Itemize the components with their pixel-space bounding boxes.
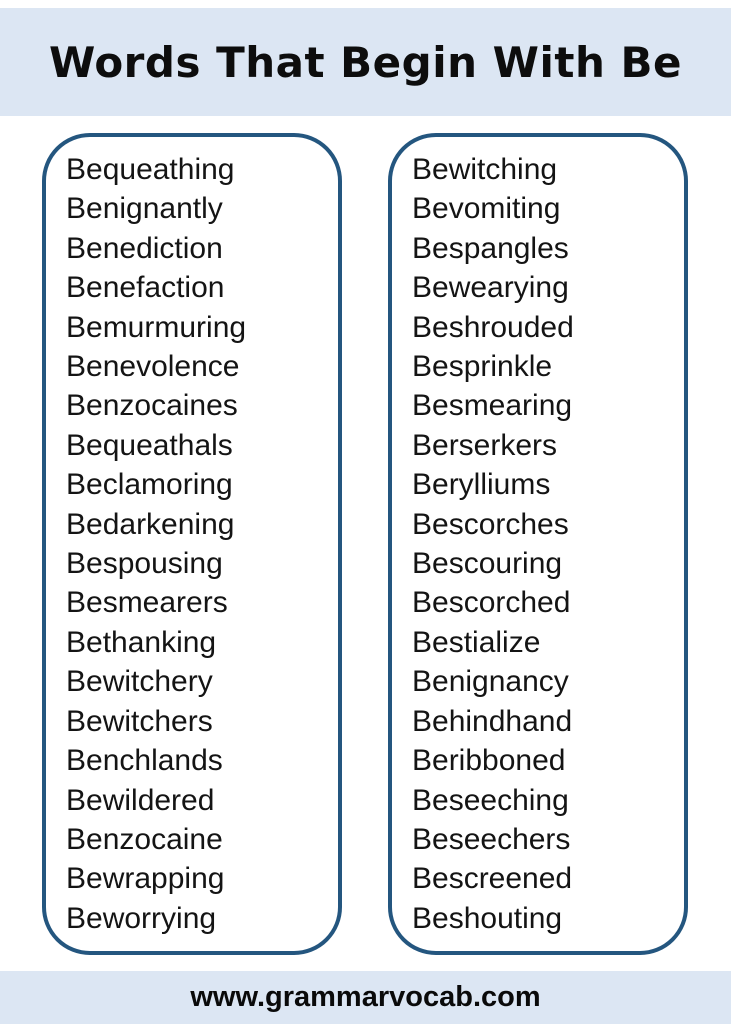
word-list-box-left: [42, 133, 342, 955]
footer-band: [0, 971, 731, 1024]
word-item: Bespousing: [66, 547, 223, 581]
word-item: Beworrying: [66, 901, 217, 935]
word-item: Benevolence: [66, 350, 240, 384]
word-item: Beribboned: [412, 744, 566, 778]
word-item: Bequeathals: [66, 428, 233, 462]
word-item: Bespangles: [412, 231, 569, 265]
word-item: Behindhand: [412, 704, 573, 738]
word-item: Bescorched: [412, 586, 571, 620]
word-item: Bewrapping: [66, 862, 225, 896]
word-item: Bedarkening: [66, 507, 235, 541]
word-item: Benefaction: [66, 271, 225, 305]
word-item: Bescorches: [412, 507, 569, 541]
word-item: Bescouring: [412, 547, 563, 581]
word-item: Benzocaine: [66, 822, 223, 856]
word-item: Bestialize: [412, 625, 541, 659]
word-item: Berylliums: [412, 468, 551, 502]
word-item: Benignantly: [66, 192, 223, 226]
word-item: Bewitching: [412, 153, 558, 186]
word-item: Bemurmuring: [66, 310, 247, 344]
page-title: Words That Begin With Be: [49, 37, 682, 87]
word-item: Beseeching: [412, 783, 569, 817]
word-item: Bevomiting: [412, 192, 561, 226]
word-list-box-right: [388, 133, 688, 955]
word-item: Beshouting: [412, 901, 563, 935]
word-item: Berserkers: [412, 428, 558, 462]
word-item: Bewitchers: [66, 704, 213, 738]
word-item: Besmearers: [66, 586, 228, 620]
header-band: [0, 8, 731, 116]
word-item: Beclamoring: [66, 468, 233, 502]
word-item: Besprinkle: [412, 350, 553, 384]
word-item: Benignancy: [412, 665, 569, 699]
word-item: Bescreened: [412, 862, 573, 896]
footer-url: www.grammarvocab.com: [190, 981, 541, 1013]
word-item: Benediction: [66, 231, 223, 265]
word-item: Bequeathing: [66, 153, 235, 186]
word-item: Bethanking: [66, 625, 217, 659]
word-item: Beshrouded: [412, 310, 574, 344]
word-item: Beseechers: [412, 822, 571, 856]
word-item: Bewearying: [412, 271, 569, 305]
word-item: Benzocaines: [66, 389, 238, 423]
word-item: Besmearing: [412, 389, 573, 423]
word-item: Benchlands: [66, 744, 223, 778]
word-item: Bewildered: [66, 783, 215, 817]
word-item: Bewitchery: [66, 665, 213, 699]
